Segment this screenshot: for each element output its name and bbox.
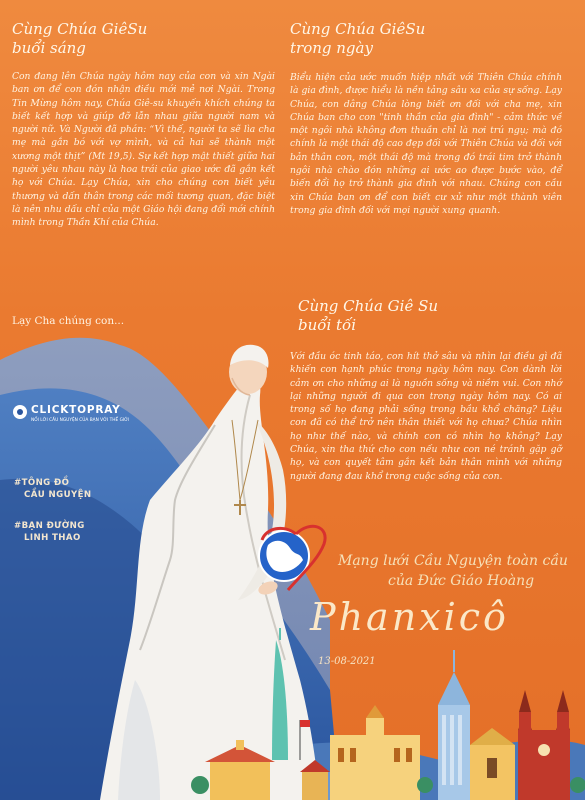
day-paragraph: Biểu hiện của ước muốn hiệp nhất với Thiên Chúa chính là gia đình, được hiểu là nền tảng sâu xa của sự sống. Lạy Chúa, con dâng Chúa lòng biết ơn đối với cha mẹ, xin Chúa ban cho con "tinh thần của gia đình" - cảm thức về một ngôi nhà không đơn thuần chỉ là nơi trú ngụ; mà đó chính là một thái độ cao đẹp đối với Thiên Chúa và đối với bản thân con, một thái độ mà trong đó trái tim trở thành ngôi nhà chào đón những ai ước ao được bước vào, để biến đổi họ trở thành gia đình với nhau. Chúng con cầu xin Chúa ban ơn để con biết cư xử như một thành viên trong gia đình đối với mọi người xung quanh. [290,72,562,216]
logo-name: CLICKTOPRAY [31,404,121,416]
day-heading-line1: Cùng Chúa GiêSu [290,20,426,38]
hashtag-tong-do-line2: CẦU NGUYỆN [24,490,92,500]
hashtag-ban-duong-line1: #BẠN ĐƯỜNG [14,521,85,531]
network-title-line2: của Đức Giáo Hoàng [388,573,535,589]
logo-tagline: NỐI LỜI CẦU NGUYỆN CỦA BẠN VỚI THẾ GIỚI [31,418,130,423]
clicktopray-logo-icon [13,405,27,419]
morning-heading-line2: buổi sáng [12,39,86,57]
morning-paragraph: Con đang lên Chúa ngày hôm nay của con và xin Ngài ban ơn để con đón nhận điều mới mẻ nơi Ngài. Trong Tin Mừng hôm nay, Chúa Giê-su khuyến khích chúng ta biết kết hợp và giúp đỡ lẫn nhau giữa người nam và người nữ. Và Người đã phán: “Vì thế, người ta sẽ lìa cha mẹ mà gắn bó với vợ mình, và cả hai sẽ thành một xương một thịt” (Mt 19,5). Sự kết hợp mật thiết giữa hai người yêu nhau này là hoa trái của giao ước đã gắn kết họ với Chúa. Lạy Chúa, xin cho chúng con biết yêu thương và dấn thân trong các mối tương quan, đặc biệt là nên nhu dấu chỉ của một Giáo hội đang đổi mới chính mình trong Thần Khí của Chúa. [12,71,275,229]
morning-prayer: Lạy Cha chúng con... [12,315,125,327]
network-title-line1: Mạng lưới Cầu Nguyện toàn cầu [338,553,568,569]
evening-heading [298,297,558,335]
evening-heading-line1: Cùng Chúa Giê Su [298,297,439,315]
morning-heading [12,20,252,58]
morning-heading-line1: Cùng Chúa GiêSu [12,20,148,38]
date-label: 13-08-2021 [318,656,376,667]
evening-paragraph: Với đầu óc tinh táo, con hít thở sâu và nhìn lại điều gì đã khiến con hạnh phúc trong ngày hôm nay. Con dành lời cảm ơn cho những ai là nguồn sống và niềm vui. Con nhớ lại những người đi qua con trong ngày hôm nay. Có ai trong số họ đang phải sống trong bầu khổ chăng? Liệu con đã có thể trở nên thân thiết với họ chưa? Chúa nhìn họ như thế nào, và chính con có nhìn họ không? Lạy Chúa, xin tha thứ cho con nếu như con né tránh gặp gỡ họ, và con quyết tâm gắn kết bản thân mình với những người đang đau khổ trong cuộc sống của con. [290,351,562,482]
hashtag-ban-duong-line2: LINH THAO [24,533,81,543]
pope-signature: Phanxicô [310,595,509,639]
day-heading-line2: trong ngày [290,39,373,57]
evening-heading-line2: buổi tối [298,316,357,334]
day-heading [290,20,560,58]
hashtag-tong-do [14,477,91,501]
hashtag-tong-do-line1: #TÔNG ĐỒ [14,478,70,488]
hashtag-ban-duong [14,520,85,544]
